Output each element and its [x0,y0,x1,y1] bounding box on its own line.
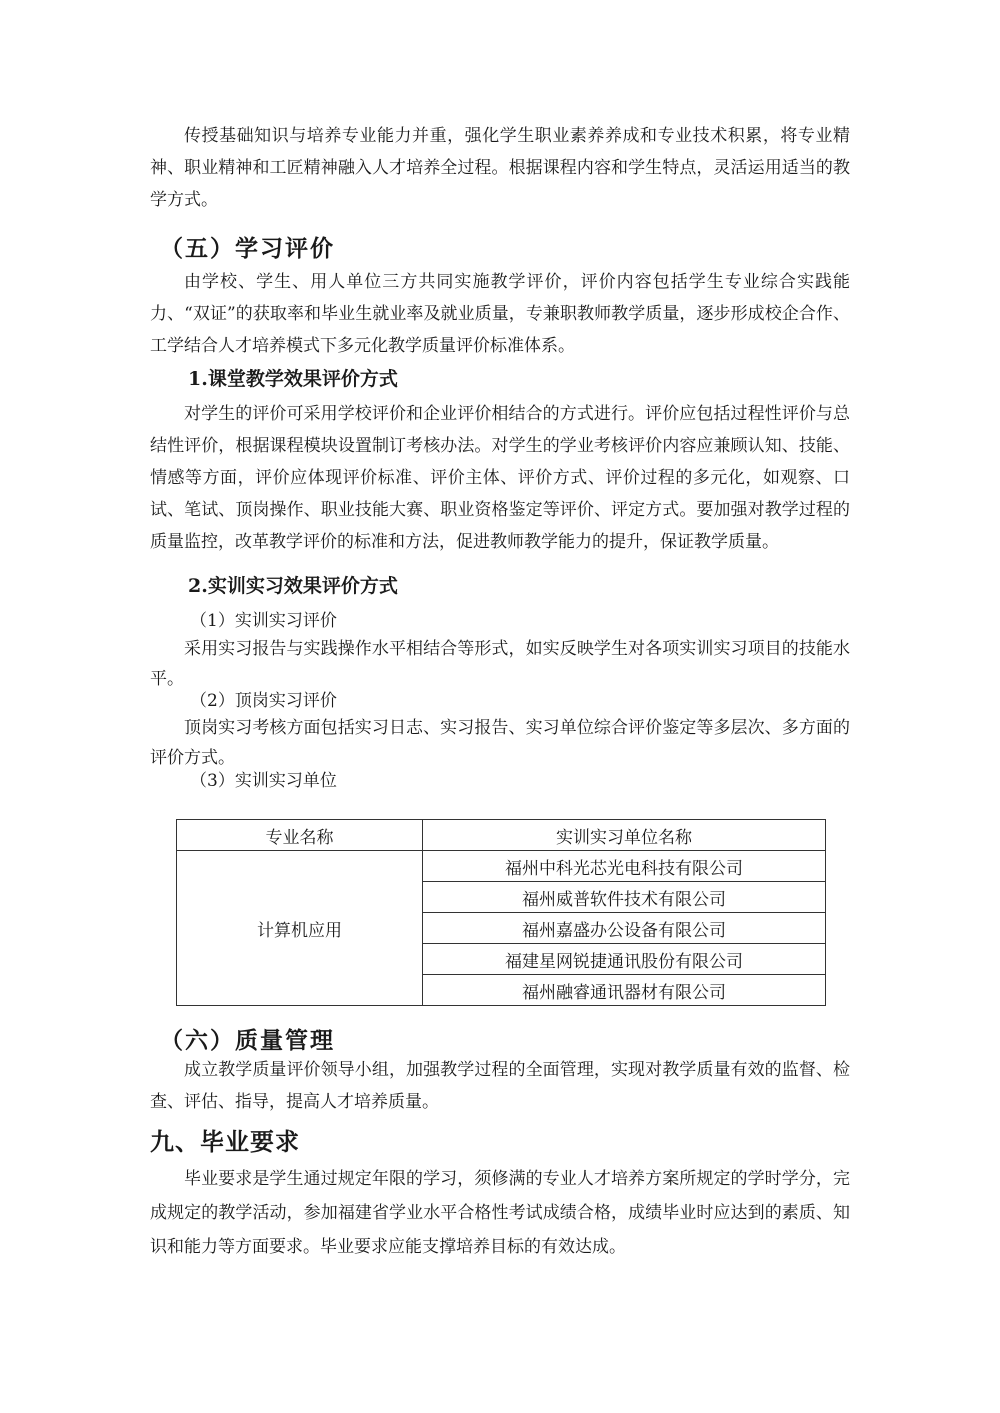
table-cell-unit: 福州威普软件技术有限公司 [423,882,826,913]
subheading-classroom-evaluation: 1.课堂教学效果评价方式 [188,368,398,390]
item-label-training-evaluation: （1）实训实习评价 [190,611,337,631]
table-cell-unit: 福建星网锐捷通讯股份有限公司 [423,944,826,975]
table-header-major: 专业名称 [177,820,423,851]
graduation-requirements-paragraph: 毕业要求是学生通过规定年限的学习，须修满的专业人才培养方案所规定的学时学分，完成规定的教学活动，参加福建省学业水平合格性考试成绩合格，成绩毕业时应达到的素质、知识和能力等方面要求。毕业要求应能支撑培养目标的有效达成。 [150,1169,850,1257]
table-row [177,851,826,882]
classroom-evaluation-paragraph: 对学生的评价可采用学校评价和企业评价相结合的方式进行。评价应包括过程性评价与总结性评价，根据课程模块设置制订考核办法。对学生的学业考核评价内容应兼顾认知、技能、情感等方面，评价应体现评价标准、评价主体、评价方式、评价过程的多元化，如观察、口试、笔试、顶岗操作、职业技能大赛、职业资格鉴定等评价、评定方式。要加强对教学过程的质量监控，改革教学评价的标准和方法，促进教师教学能力的提升，保证教学质量。 [150,404,850,552]
table-cell-unit: 福州融睿通讯器材有限公司 [423,975,826,1006]
item-label-training-units: （3）实训实习单位 [190,771,337,791]
chapter-heading-graduation-requirements: 九、毕业要求 [150,1127,300,1156]
subheading-practical-training-evaluation: 2.实训实习效果评价方式 [188,575,398,597]
item-label-internship-evaluation: （2）顶岗实习评价 [190,691,337,711]
section-heading-learning-evaluation: （五）学习评价 [160,235,335,262]
table-header-row [177,820,826,851]
table-cell-major: 计算机应用 [177,851,423,1006]
training-units-table [176,819,826,1006]
training-evaluation-paragraph: 采用实习报告与实践操作水平相结合等形式，如实反映学生对各项实训实习项目的技能水平。 [150,639,850,689]
section-heading-quality-management: （六）质量管理 [160,1027,335,1054]
table-header-unit: 实训实习单位名称 [423,820,826,851]
table-cell-unit: 福州嘉盛办公设备有限公司 [423,913,826,944]
table-cell-unit: 福州中科光芯光电科技有限公司 [423,851,826,882]
intro-paragraph: 传授基础知识与培养专业能力并重，强化学生职业素养养成和专业技术积累，将专业精神、职业精神和工匠精神融入人才培养全过程。根据课程内容和学生特点，灵活运用适当的教学方式。 [150,126,850,210]
quality-management-paragraph: 成立教学质量评价领导小组，加强教学过程的全面管理，实现对教学质量有效的监督、检查、评估、指导，提高人才培养质量。 [150,1060,850,1112]
internship-evaluation-paragraph: 顶岗实习考核方面包括实习日志、实习报告、实习单位综合评价鉴定等多层次、多方面的评价方式。 [150,718,850,768]
learning-evaluation-paragraph: 由学校、学生、用人单位三方共同实施教学评价，评价内容包括学生专业综合实践能力、“双证”的获取率和毕业生就业率及就业质量，专兼职教师教学质量，逐步形成校企合作、工学结合人才培养模式下多元化教学质量评价标准体系。 [150,272,850,356]
